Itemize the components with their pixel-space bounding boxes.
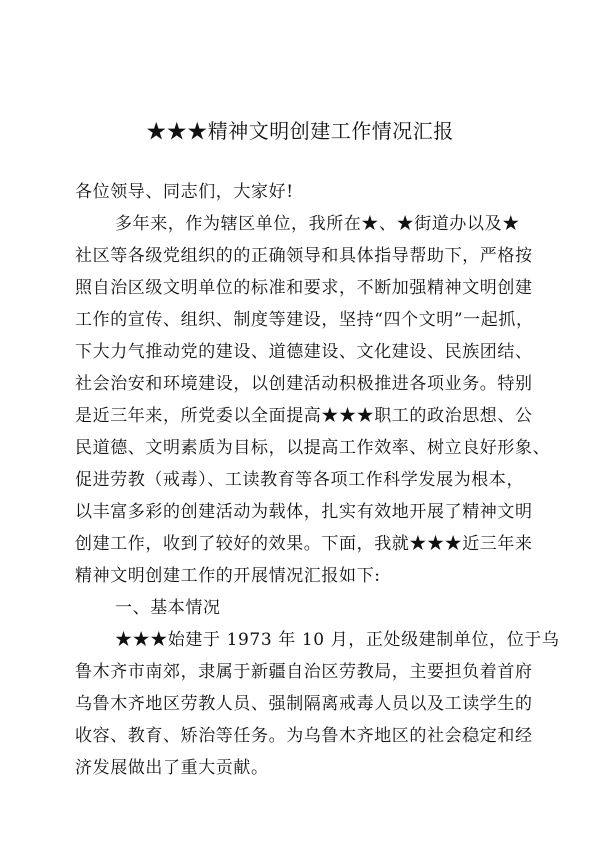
- paragraph-1-line-10: 以丰富多彩的创建活动为载体，扎实有效地开展了精神文明: [75, 502, 533, 522]
- paragraph-1-line-4: 工作的宣传、组织、制度等建设，坚持“四个文明”一起抓，: [75, 310, 534, 330]
- paragraph-1-line-5: 下大力气推动党的建设、道德建设、文化建设、民族团结、: [75, 342, 533, 362]
- salutation: 各位领导、同志们，大家好!: [75, 182, 294, 202]
- paragraph-1-line-2: 社区等各级党组织的的正确领导和具体指导帮助下，严格按: [75, 246, 533, 266]
- document-title: ★★★精神文明创建工作情况汇报: [146, 119, 454, 143]
- paragraph-2-line-3: 乌鲁木齐地区劳教人员、强制隔离戒毒人员以及工读学生的: [75, 694, 533, 714]
- paragraph-1-line-6: 社会治安和环境建设，以创建活动积极推进各项业务。特别: [75, 374, 533, 394]
- paragraph-1-line-3: 照自治区级文明单位的标准和要求，不断加强精神文明创建: [75, 278, 533, 298]
- paragraph-2-line-4: 收容、教育、矫治等任务。为乌鲁木齐地区的社会稳定和经: [75, 726, 533, 746]
- paragraph-2-line-1: ★★★始建于 1973 年 10 月，正处级建制单位，位于乌: [115, 630, 560, 650]
- section-1-heading: 一、基本情况: [115, 598, 221, 618]
- paragraph-1-line-7: 是近三年来，所党委以全面提高★★★职工的政治思想、公: [75, 406, 533, 426]
- paragraph-1-line-9: 促进劳教（戒毒）、工读教育等各项工作科学发展为根本，: [75, 470, 525, 490]
- paragraph-2-line-2: 鲁木齐市南郊，隶属于新疆自治区劳教局，主要担负着首府: [75, 662, 533, 682]
- paragraph-2-line-5: 济发展做出了重大贡献。: [75, 758, 269, 778]
- paragraph-1-line-1: 多年来，作为辖区单位，我所在★、★街道办以及★: [115, 214, 520, 234]
- paragraph-1-line-8: 民道德、文明素质为目标，以提高工作效率、树立良好形象、: [75, 438, 551, 458]
- paragraph-1-line-12: 精神文明创建工作的开展情况汇报如下:: [75, 566, 381, 586]
- paragraph-1-line-11: 创建工作，收到了较好的效果。下面，我就★★★近三年来: [75, 534, 533, 554]
